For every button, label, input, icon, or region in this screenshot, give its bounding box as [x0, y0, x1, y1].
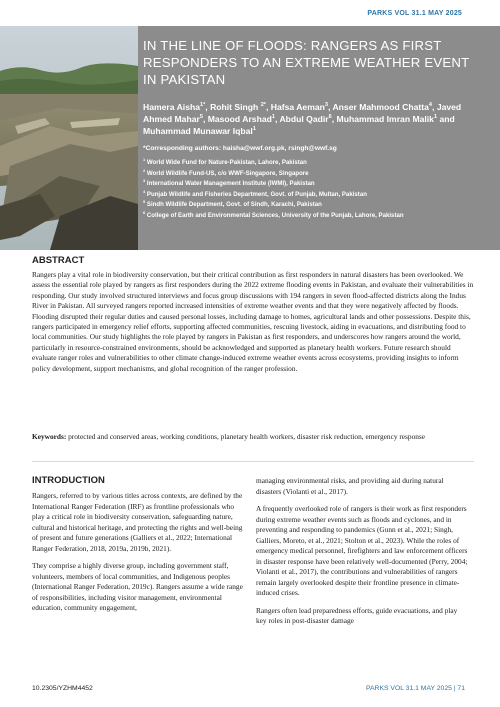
- article-title: IN THE LINE OF FLOODS: RANGERS AS FIRST RESPONDERS TO AN EXTREME WEATHER EVENT IN PAKISTAN: [143, 38, 470, 87]
- author-name: Abdul Qadir: [279, 114, 329, 125]
- journal-header: PARKS VOL 31.1 MAY 2025: [367, 10, 462, 17]
- paragraph: They comprise a highly diverse group, including government staff, volunteers, members of local communities, and Indigenous peoples (International Ranger Federation, 2019c). Rangers assume a wide range of responsibilities, including visitor management, environmental education, community engagement,: [32, 561, 243, 612]
- top-bar: [0, 0, 500, 26]
- column-left: [32, 491, 244, 621]
- introduction-heading: INTRODUCTION: [32, 475, 105, 486]
- affiliation-number: 5: [143, 199, 146, 205]
- author-name: Hamera Aisha: [143, 102, 201, 112]
- affiliation-number: 1: [143, 156, 146, 162]
- author-affil: 1: [433, 114, 438, 121]
- keywords-label: Keywords:: [32, 432, 67, 441]
- affiliation-item: [143, 169, 483, 180]
- author-affil: 1: [271, 114, 275, 121]
- footer-journal: PARKS VOL 31.1 MAY 2025 | 71: [366, 685, 465, 692]
- column-right: [256, 476, 468, 634]
- divider: [32, 461, 474, 462]
- affiliation-item: [143, 190, 483, 201]
- affiliation-number: 3: [143, 178, 146, 184]
- corresponding-authors: *Corresponding authors: haisha@wwf.org.pk, rsingh@wwf.sg: [143, 145, 337, 152]
- keywords-text: protected and conserved areas, working conditions, planetary health workers, disaster risk reduction, emergency response: [66, 432, 426, 441]
- affiliation-number: 4: [143, 188, 146, 194]
- affiliation-number: 6: [143, 209, 146, 215]
- keywords: [32, 432, 474, 442]
- author-name: Hafsa Aeman: [270, 102, 325, 112]
- abstract-text: Rangers play a vital role in biodiversity conservation, but their critical contribution as first responders in natural disasters has been overlooked. We assess the essential role played by rangers as first responders during the 2022 extreme flooding events in Pakistan, and evaluate their vulnerabilities in responding. Our study involved structured interviews and focus group discussions with 194 rangers in seven flood-affected districts along the Indus River in Pakistan. All surveyed rangers reported increased intensities of extreme weather events and that they were negatively affected by floods. Flooding disrupted their regular duties and caused personal losses, including damage to homes, agricultural lands and other possessions. Despite this, rangers participated in emergency relief efforts, supporting affected communities, rescuing livestock, aiding in evacuations, and distributing food to local communities. Our study highlights the role played by rangers in Pakistan as first responders, and underscores how rangers around the world, particularly in resource-constrained environments, should be acknowledged and supported as planetary health workers. Future research should evaluate ranger roles and vulnerabilities to other climate change-induced extreme weather events across ecosystems, providing insights to inform policy development, support mechanisms, and global recognition of the ranger profession.: [32, 270, 474, 373]
- affiliation-item: [143, 179, 483, 190]
- affiliation-list: [143, 158, 483, 222]
- affiliation-number: 2: [143, 167, 146, 173]
- affiliation-text: Punjab Wildlife and Fisheries Department, Govt. of Punjab, Multan, Pakistan: [146, 190, 367, 198]
- author-affil: 3: [324, 102, 328, 109]
- affiliation-text: Sindh Wildlife Department, Govt. of Sindh, Karachi, Pakistan: [146, 201, 322, 209]
- affiliation-text: College of Earth and Environmental Sciences, University of the Punjab, Lahore, Pakistan: [146, 211, 404, 219]
- affiliation-text: International Water Management Institute (IWMI), Pakistan: [146, 180, 315, 188]
- author-name: Masood Arshad: [207, 114, 272, 125]
- paragraph: Rangers, referred to by various titles across contexts, are defined by the International Ranger Federation (IRF) as frontline professionals who play a critical role in biodiversity conservation, safeguarding nature, cultural and historical heritage, and protecting the rights and well-being of present and future generations (Galliers et al., 2022; International Ranger Federation, 2018, 2019a, 2019b, 2021).: [32, 491, 243, 553]
- affiliation-item: [143, 211, 483, 222]
- flood-photo: [0, 26, 138, 250]
- author-name: Rohit Singh: [210, 102, 259, 112]
- author-name: Anser Mahmood Chatta: [332, 102, 429, 112]
- affiliation-item: [143, 200, 483, 211]
- author-affil: 2*: [260, 102, 266, 109]
- abstract-heading: ABSTRACT: [32, 255, 85, 266]
- paragraph: managing environmental risks, and providing aid during natural disasters (Violanti et al., 2017).: [256, 476, 444, 496]
- author-affil: 1*: [200, 102, 206, 109]
- author-name: Muhammad Imran Malik: [336, 114, 434, 125]
- paragraph: A frequently overlooked role of rangers is their work as first responders during extreme weather events such as floods and cyclones, and in preventing and responding to pandemics (Gunn et al., 2021; Singh, Galliers, Moreto, et al., 2021; Stolton et al., 2023). While the roles of emergency medical personnel, firefighters and law enforcement officers in disaster response have been relatively well-documented (Perry, 2004; Violanti et al., 2017), the contributions and vulnerabilities of rangers remain largely overlooked despite their frontline presence in climate-induced crises.: [256, 504, 468, 597]
- author-affil: 1: [252, 126, 256, 133]
- paragraph: Rangers often lead preparedness efforts, guide evacuations, and play key roles in post-disaster damage: [256, 605, 458, 625]
- author-list: Hamera Aisha$^{1*}$, Rohit Singh $^{2*}$, Hafsa Aeman$^3$, Anser Mahmood Chatta$^4$, Javed Ahmed Mahar$^5$, Masood Arshad$^1$, Abdul Qadir$^6$, Muhammad Imran Malik$^1$ and Muhammad Munawar Iqbal$^1$: [143, 102, 462, 137]
- author-affil: 4: [428, 102, 433, 109]
- author-affil: 5: [199, 114, 203, 121]
- doi: 10.2305/YZHM4452: [32, 685, 93, 692]
- author-affil: 6: [328, 114, 332, 121]
- affiliation-text: World Wildlife Fund-US, c/o WWF-Singapore, Singapore: [146, 169, 309, 177]
- affiliation-text: World Wide Fund for Nature-Pakistan, Lahore, Pakistan: [146, 159, 307, 166]
- author-name: Muhammad Munawar Iqbal: [143, 126, 253, 137]
- affiliation-item: [143, 158, 483, 169]
- author-name: Javed Ahmed Mahar: [143, 102, 462, 125]
